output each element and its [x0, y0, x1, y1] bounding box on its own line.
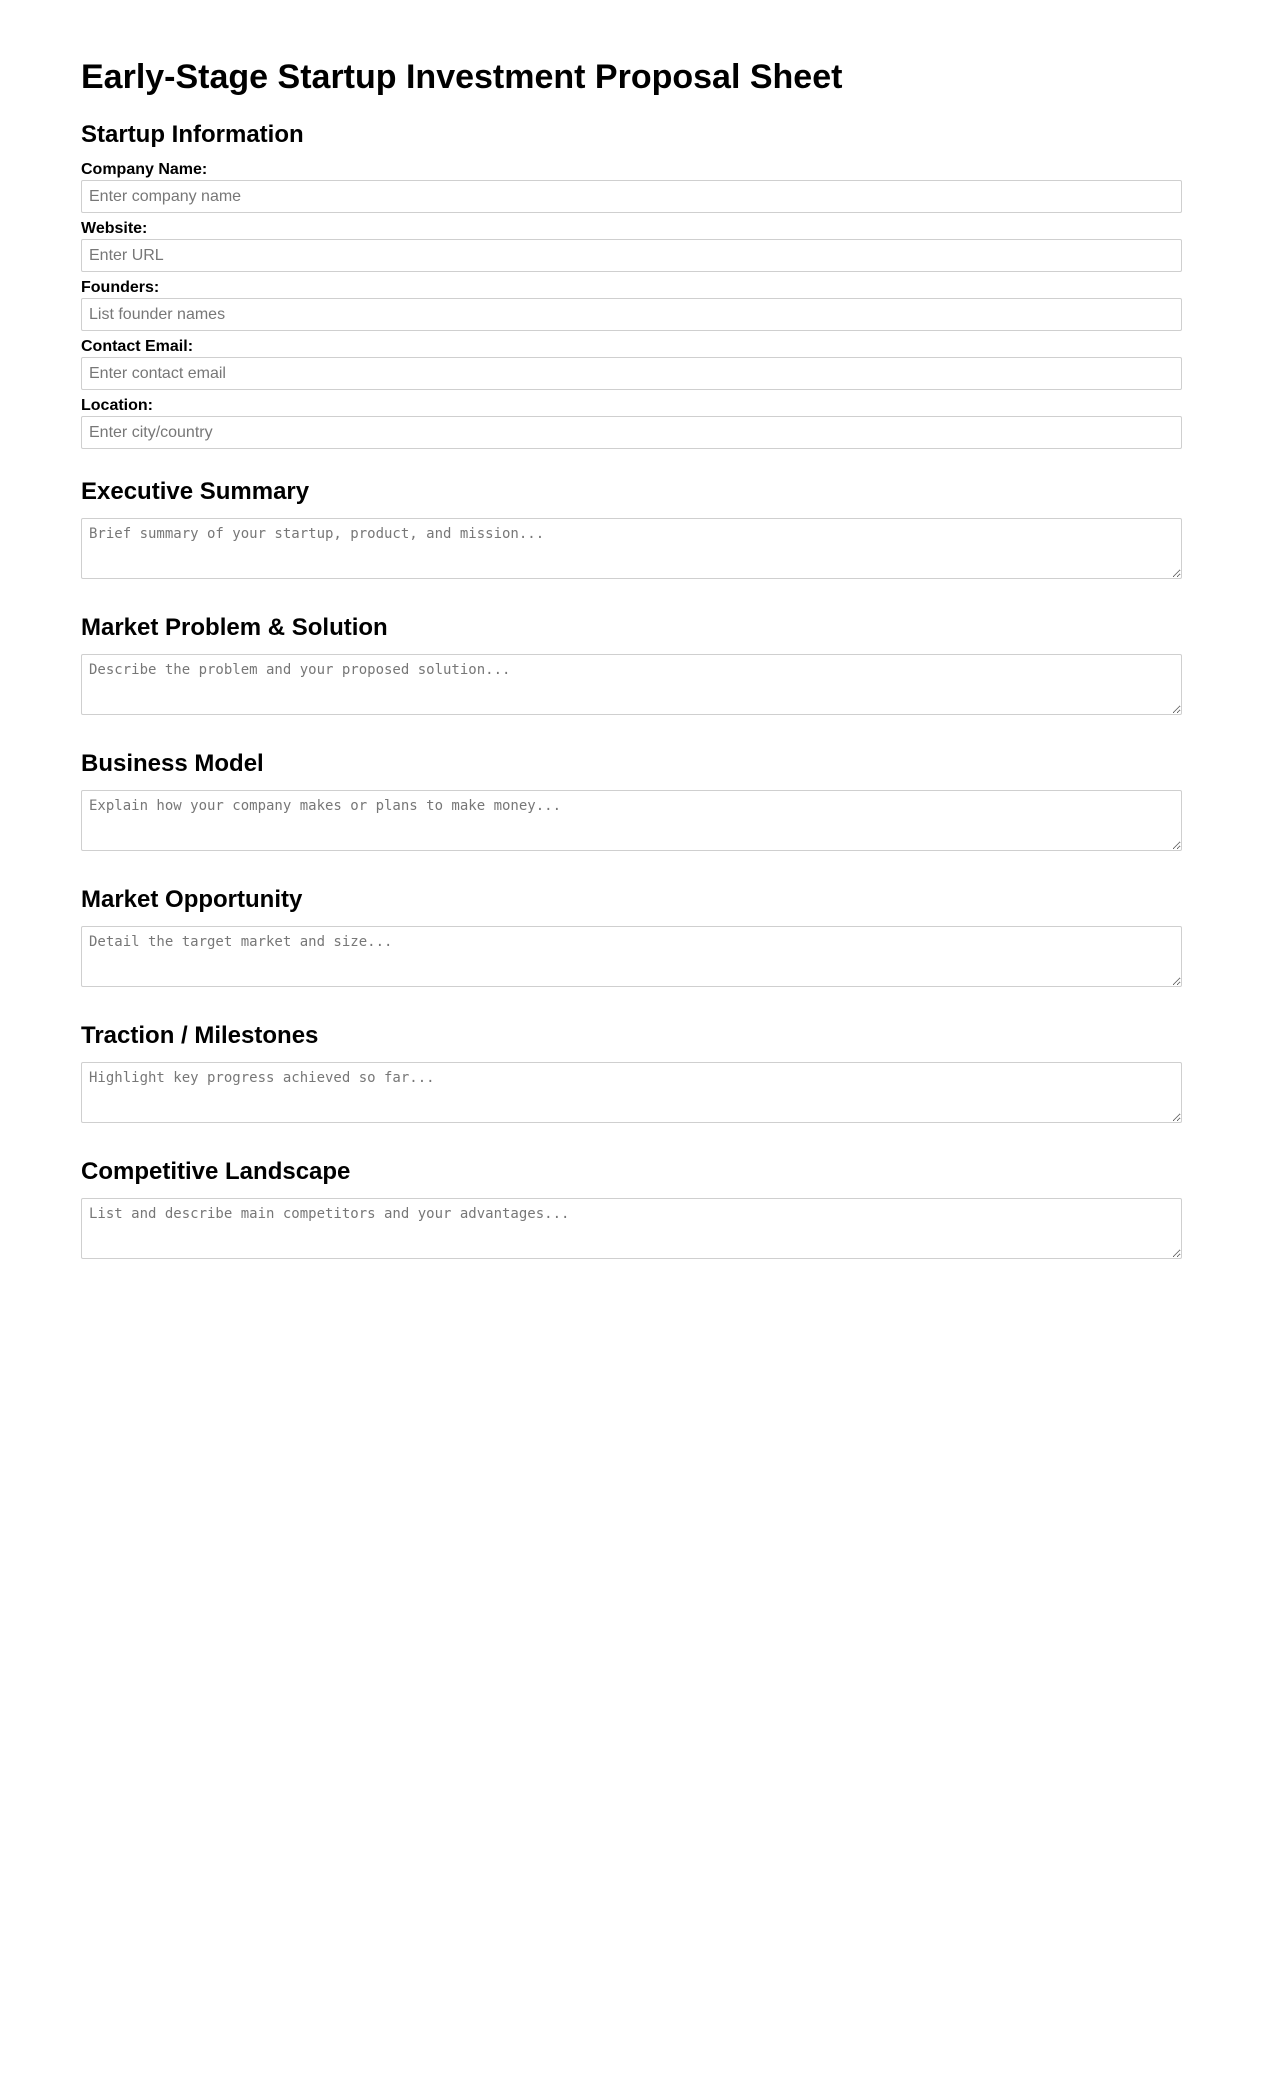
company-name-field: [81, 160, 1182, 213]
location-field: [81, 396, 1182, 449]
location-label: Location:: [81, 397, 153, 414]
founders-field: [81, 278, 1182, 331]
website-field: [81, 219, 1182, 272]
contact-email-input[interactable]: [81, 357, 1182, 390]
market-problem-solution-heading: Market Problem & Solution: [81, 614, 388, 641]
competitive-landscape-heading: Competitive Landscape: [81, 1158, 351, 1185]
executive-summary-textarea[interactable]: [81, 518, 1182, 579]
traction-milestones-textarea[interactable]: [81, 1062, 1182, 1123]
contact-email-label: Contact Email:: [81, 338, 194, 355]
executive-summary-heading: Executive Summary: [81, 478, 310, 505]
website-input[interactable]: [81, 239, 1182, 272]
page-title: Early-Stage Startup Investment Proposal Sheet: [81, 58, 843, 96]
founders-label: Founders:: [81, 279, 160, 296]
website-label: Website:: [81, 220, 148, 237]
competitive-landscape-textarea[interactable]: [81, 1198, 1182, 1259]
contact-email-field: [81, 337, 1182, 390]
business-model-textarea[interactable]: [81, 790, 1182, 851]
traction-milestones-heading: Traction / Milestones: [81, 1022, 319, 1049]
market-opportunity-heading: Market Opportunity: [81, 886, 303, 913]
company-name-input[interactable]: [81, 180, 1182, 213]
business-model-heading: Business Model: [81, 750, 264, 777]
startup-information-heading: Startup Information: [81, 121, 304, 148]
location-input[interactable]: [81, 416, 1182, 449]
market-problem-solution-textarea[interactable]: [81, 654, 1182, 715]
company-name-label: Company Name:: [81, 161, 208, 178]
market-opportunity-textarea[interactable]: [81, 926, 1182, 987]
founders-input[interactable]: [81, 298, 1182, 331]
